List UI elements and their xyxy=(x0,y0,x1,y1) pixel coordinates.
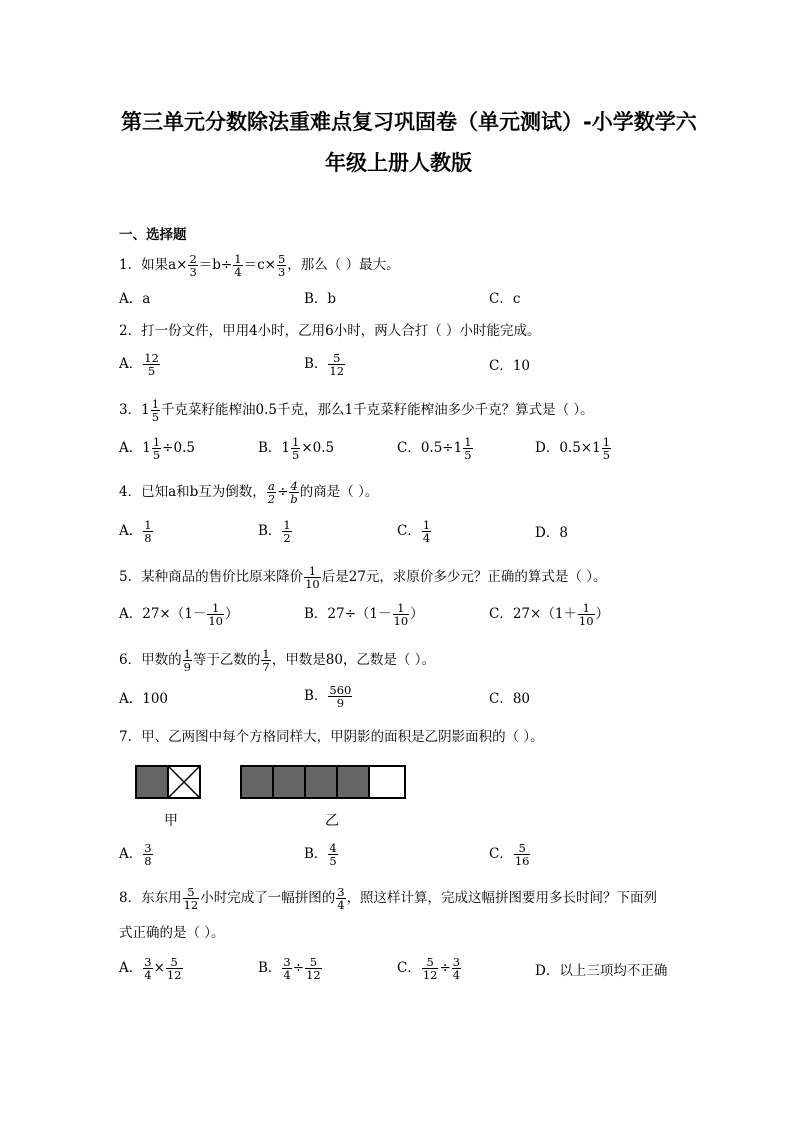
q3-option-b[interactable]: B．1 $\frac{1}{5}$ ×0.5 xyxy=(258,435,335,462)
q2-option-c[interactable]: C．10 xyxy=(489,358,531,374)
doc-title-line2: 年级上册人教版 xyxy=(325,151,472,175)
q7-option-a[interactable]: A． $\frac{3}{8}$ xyxy=(119,841,152,868)
yi-shaded-cell xyxy=(304,765,338,799)
figure-yi-label: 乙 xyxy=(325,813,339,829)
q6-option-b[interactable]: B． $\frac{560}{9}$ xyxy=(304,683,352,710)
section-heading: 一、选择题 xyxy=(119,227,187,243)
figure-yi xyxy=(242,765,406,799)
yi-shaded-cell xyxy=(240,765,274,799)
q5-option-a[interactable]: A．27×（1－ $\frac{1}{10}$ ） xyxy=(119,601,239,628)
q3-option-c[interactable]: C．0.5÷1 $\frac{1}{5}$ xyxy=(397,435,472,462)
q3-option-d[interactable]: D．0.5×1 $\frac{1}{5}$ xyxy=(535,435,611,462)
q1-option-b[interactable]: B．b xyxy=(304,291,337,307)
q4-option-a[interactable]: A． $\frac{1}{8}$ xyxy=(119,518,152,545)
q2-option-a[interactable]: A． $\frac{12}{5}$ xyxy=(119,351,159,378)
q8-option-c[interactable]: C． $\frac{5}{12}$ ÷ $\frac{3}{4}$ xyxy=(397,955,461,982)
q8-option-b[interactable]: B． $\frac{3}{4}$ ÷ $\frac{5}{12}$ xyxy=(258,955,321,982)
q1-option-a[interactable]: A．a xyxy=(119,291,151,307)
question-1: 1．如果a× $\frac{2}{3}$ ＝b÷ $\frac{1}{4}$ ＝c× $\frac{5}{3}$ ，那么（ ）最大。 xyxy=(119,252,400,279)
q8-option-d[interactable]: D．以上三项均不正确 xyxy=(535,963,668,979)
question-2: 2．打一份文件，甲用4小时，乙用6小时，两人合打（ ）小时能完成。 xyxy=(119,323,541,339)
q3-option-a[interactable]: A．1 $\frac{1}{5}$ ÷0.5 xyxy=(119,435,195,462)
q8-option-a[interactable]: A． $\frac{3}{4}$ × $\frac{5}{12}$ xyxy=(119,955,182,982)
q2-option-b[interactable]: B． $\frac{5}{12}$ xyxy=(304,351,345,378)
question-6: 6．甲数的 $\frac{1}{9}$ 等于乙数的 $\frac{1}{7}$ ，甲数是80，乙数是（ ）。 xyxy=(119,647,435,674)
yi-empty-cell xyxy=(368,765,406,799)
q4-option-c[interactable]: C． $\frac{1}{4}$ xyxy=(397,518,431,545)
q6-option-c[interactable]: C．80 xyxy=(489,691,531,707)
q7-option-b[interactable]: B． $\frac{4}{5}$ xyxy=(304,841,337,868)
yi-shaded-cell xyxy=(272,765,306,799)
question-3: 3．1 $\frac{1}{5}$ 千克菜籽能榨油0.5千克，那么1千克菜籽能榨油多少千克？算式是（ ）。 xyxy=(119,397,594,424)
q4-option-d[interactable]: D．8 xyxy=(535,525,568,541)
question-7: 7．甲、乙两图中每个方格同样大，甲阴影的面积是乙阴影面积的（ ）。 xyxy=(119,729,544,745)
q6-option-a[interactable]: A．100 xyxy=(119,691,169,707)
question-8-line2: 式正确的是（ ）。 xyxy=(119,925,225,941)
cross-icon xyxy=(169,767,199,797)
jia-shaded-cell xyxy=(135,765,169,799)
q1-option-c[interactable]: C．c xyxy=(489,291,521,307)
doc-title-line1: 第三单元分数除法重难点复习巩固卷（单元测试）-小学数学六 xyxy=(121,110,697,134)
yi-shaded-cell xyxy=(336,765,370,799)
question-8: 8．东东用 $\frac{5}{12}$ 小时完成了一幅拼图的 $\frac{3}{4}$ ，照这样计算，完成这幅拼图要用多长时间？下面列 xyxy=(119,885,658,912)
q4-option-b[interactable]: B． $\frac{1}{2}$ xyxy=(258,518,291,545)
q7-option-c[interactable]: C． $\frac{5}{16}$ xyxy=(489,841,530,868)
question-4: 4．已知a和b互为倒数， $\frac{a}{2}$ ÷ $\frac{4}{b}$ 的商是（ ）。 xyxy=(119,479,379,506)
figure-jia xyxy=(137,765,201,799)
question-5: 5．某种商品的售价比原来降价 $\frac{1}{10}$ 后是27元，求原价多少元？正确的算式是（ ）。 xyxy=(119,564,607,591)
q5-option-c[interactable]: C．27×（1＋ $\frac{1}{10}$ ） xyxy=(489,601,610,628)
q5-option-b[interactable]: B．27÷（1－ $\frac{1}{10}$ ） xyxy=(304,601,424,628)
jia-crossed-cell xyxy=(167,765,201,799)
figure-jia-label: 甲 xyxy=(164,813,178,829)
